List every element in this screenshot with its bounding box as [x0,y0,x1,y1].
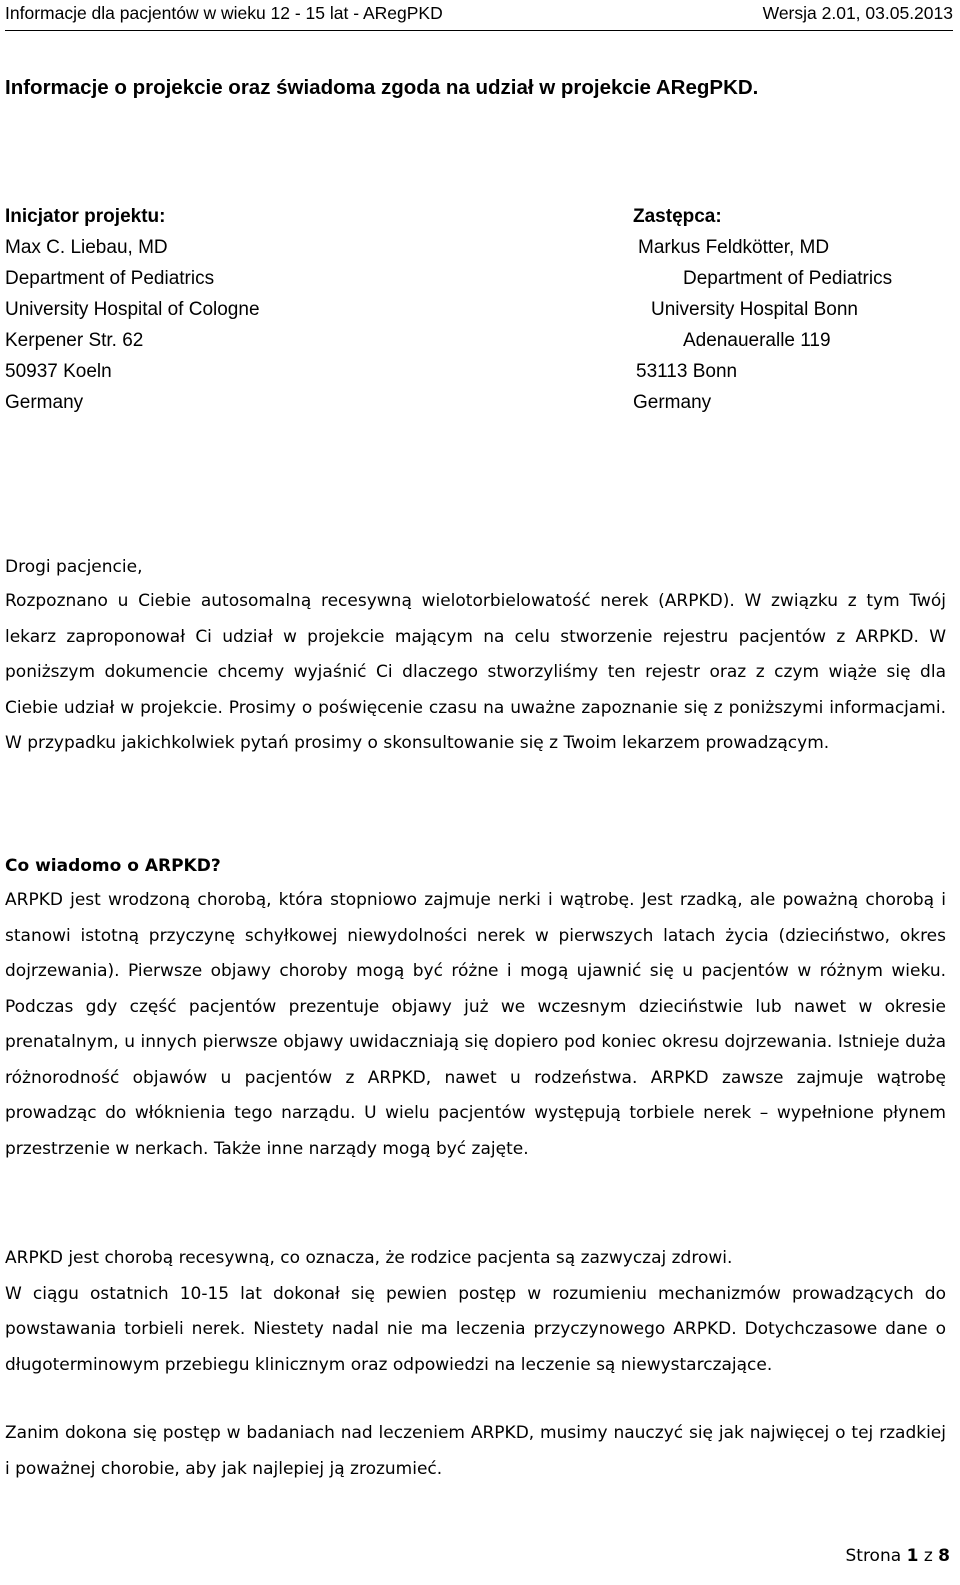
arpkd-description-text: ARPKD jest wrodzoną chorobą, która stopniowo zajmuje nerki i wątrobę. Jest rzadką, ale poważną chorobą i stanowi istotną przyczynę schyłkowej niewydolności nerek w pierwszych latach życia (dzieciństwo, okres dojrzewania). Pierwsze objawy choroby mogą być różne i mogą ujawnić się u pacjentów w różnym wieku. Podczas gdy część pacjentów prezentuje objawy już we wczesnym dzieciństwie lub nawet w okresie prenatalnym, u innych pierwsze objawy uwidaczniają się dopiero pod koniec okresu dojrzewania. Istnieje duża różnorodność objawów u pacjentów z ARPKD, nawet u rodzeństwa. ARPKD zawsze zajmuje wątrobę prowadząc do włóknienia tego narządu. U wielu pacjentów występują torbiele nerek – wypełnione płynem przestrzenie w nerkach. Także inne narządy mogą być zajęte. [5,890,946,1159]
arpkd-recessive-paragraph [5,1241,946,1383]
deputy-hospital: University Hospital Bonn [651,299,858,320]
footer-current-page: 1 [906,1546,919,1566]
deputy-heading: Zastępca: [633,206,722,227]
initiator-address-block [5,201,435,418]
deputy-name: Markus Feldkötter, MD [638,237,830,258]
initiator-hospital: University Hospital of Cologne [5,299,260,320]
intro-paragraph-text: Rozpoznano u Ciebie autosomalną recesywną wielotorbielowatość nerek (ARPKD). W związku z tym Twój lekarz zaproponował Ci udział w projekcie mającym na celu stworzenie rejestru pacjentów z ARPKD. W poniższym dokumencie chcemy wyjaśnić Ci dlaczego stworzyliśmy ten rejestr oraz z czym wiąże się dla Ciebie udział w projekcie. Prosimy o poświęcenie czasu na uważne zapoznanie się z poniższymi informacjami. W przypadku jakichkolwiek pytań prosimy o skonsultowanie się z Twoim lekarzem prowadzącym. [5,591,946,753]
header-document-title: Informacje dla pacjentów w wieku 12 - 15 lat - ARegPKD [5,3,443,23]
deputy-country: Germany [633,392,712,413]
research-paragraph-text: Zanim dokona się postęp w badaniach nad leczeniem ARPKD, musimy nauczyć się jak najwięcej o tej rzadkiej i poważnej chorobie, aby jak najlepiej ją zrozumieć. [5,1423,946,1479]
arpkd-description-paragraph [5,883,946,1167]
section-heading: Co wiadomo o ARPKD? [5,856,221,876]
initiator-street: Kerpener Str. 62 [5,330,144,351]
footer-of-label: z [923,1546,933,1566]
initiator-heading: Inicjator projektu: [5,206,166,227]
intro-paragraph [5,584,946,762]
greeting: Drogi pacjencie, [5,557,143,577]
page-title: Informacje o projekcie oraz świadoma zgoda na udział w projekcie ARegPKD. [5,76,759,99]
deputy-street: Adenaueralle 119 [683,330,831,351]
arpkd-recessive-rest: W ciągu ostatnich 10-15 lat dokonał się pewien postęp w rozumieniu mechanizmów prowadzących do powstawania torbieli nerek. Niestety nadal nie ma leczenia przyczynowego ARPKD. Dotychczasowe dane o długoterminowym przebiegu klinicznym oraz odpowiedzi na leczenie są niewystarczające. [5,1283,946,1375]
initiator-country: Germany [5,392,84,413]
initiator-name: Max C. Liebau, MD [5,237,168,258]
page-header [5,0,953,31]
page-footer [845,1546,950,1566]
initiator-city: 50937 Koeln [5,361,112,382]
deputy-city: 53113 Bonn [636,361,738,382]
footer-total-pages: 8 [938,1546,950,1566]
arpkd-recessive-first-line: ARPKD jest chorobą recesywną, co oznacza, że rodzice pacjenta są zazwyczaj zdrowi. [5,1248,733,1268]
footer-page-label: Strona [845,1546,902,1566]
research-paragraph [5,1416,946,1487]
deputy-department: Department of Pediatrics [683,268,893,289]
initiator-department: Department of Pediatrics [5,268,215,289]
deputy-address-block [633,201,943,418]
header-version: Wersja 2.01, 03.05.2013 [762,3,953,23]
